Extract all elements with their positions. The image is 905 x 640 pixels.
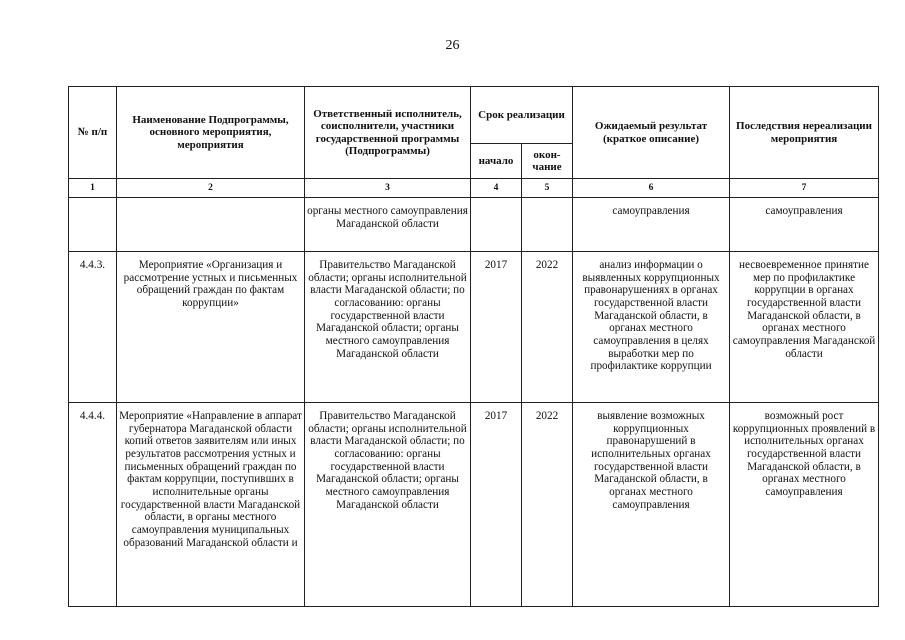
table-row [69,403,879,607]
header-start: начало [471,144,522,179]
column-number: 7 [730,179,879,198]
table-row [69,198,879,252]
cell-name: Мероприятие «Организация и рассмотрение устных и письменных обращений граждан по фактам коррупции» [117,252,305,403]
cell-result: выявление возможных коррупционных правонарушений в исполнительных органах государственной власти Магаданской области, в органах местного самоуправления [573,403,730,607]
cell-num: 4.4.4. [69,403,117,607]
header-name: Наименование Подпрограммы, основного мероприятия, мероприятия [117,87,305,179]
cell-start: 2017 [471,252,522,403]
column-number-row [69,179,879,198]
column-number: 5 [522,179,573,198]
cell-result: самоуправления [573,198,730,252]
cell-result: анализ информации о выявленных коррупционных правонарушениях в органах государственной власти Магаданской области, в органах местного самоуправления в целях выработки мер по профилактике коррупции [573,252,730,403]
header-result: Ожидаемый результат (краткое описание) [573,87,730,179]
page-number: 26 [445,38,460,53]
header-consequences: Последствия нереализации мероприятия [730,87,879,179]
header-responsible: Ответственный исполнитель, соисполнители, участники государственной программы (Подпрограммы) [305,87,471,179]
header-term: Срок реализации [471,87,573,144]
column-number: 6 [573,179,730,198]
header-num: № п/п [69,87,117,179]
cell-consequences: возможный рост коррупционных проявлений в исполнительных органах государственной власти Магаданской области, в органах местного самоуправления [730,403,879,607]
cell-end [522,198,573,252]
column-number: 3 [305,179,471,198]
cell-num [69,198,117,252]
cell-consequences: самоуправления [730,198,879,252]
header-end: окон-чание [522,144,573,179]
cell-start [471,198,522,252]
cell-responsible: Правительство Магаданской области; органы исполнительной власти Магаданской области; по согласованию: органы государственной власти Магаданской области; органы местного самоуправления Магаданской области [305,403,471,607]
cell-name [117,198,305,252]
column-number: 4 [471,179,522,198]
cell-end: 2022 [522,252,573,403]
cell-end: 2022 [522,403,573,607]
table-row [69,252,879,403]
header-row [69,87,879,144]
column-number: 1 [69,179,117,198]
cell-responsible: органы местного самоуправления Магаданской области [305,198,471,252]
cell-num: 4.4.3. [69,252,117,403]
measures-table [68,86,879,607]
cell-consequences: несвоевременное принятие мер по профилактике коррупции в органах государственной власти Магаданской области, в органах местного самоуправления Магаданской области [730,252,879,403]
column-number: 2 [117,179,305,198]
cell-name: Мероприятие «Направление в аппарат губернатора Магаданской области копий ответов заявителям или иных результатов рассмотрения устных и письменных обращений граждан по фактам коррупции, поступивших в исполнительные органы государственной власти Магаданской области, в органы местного самоуправления муниципальных образований Магаданской области и [117,403,305,607]
cell-responsible: Правительство Магаданской области; органы исполнительной власти Магаданской области; по согласованию: органы государственной власти Магаданской области; органы местного самоуправления Магаданской области [305,252,471,403]
cell-start: 2017 [471,403,522,607]
